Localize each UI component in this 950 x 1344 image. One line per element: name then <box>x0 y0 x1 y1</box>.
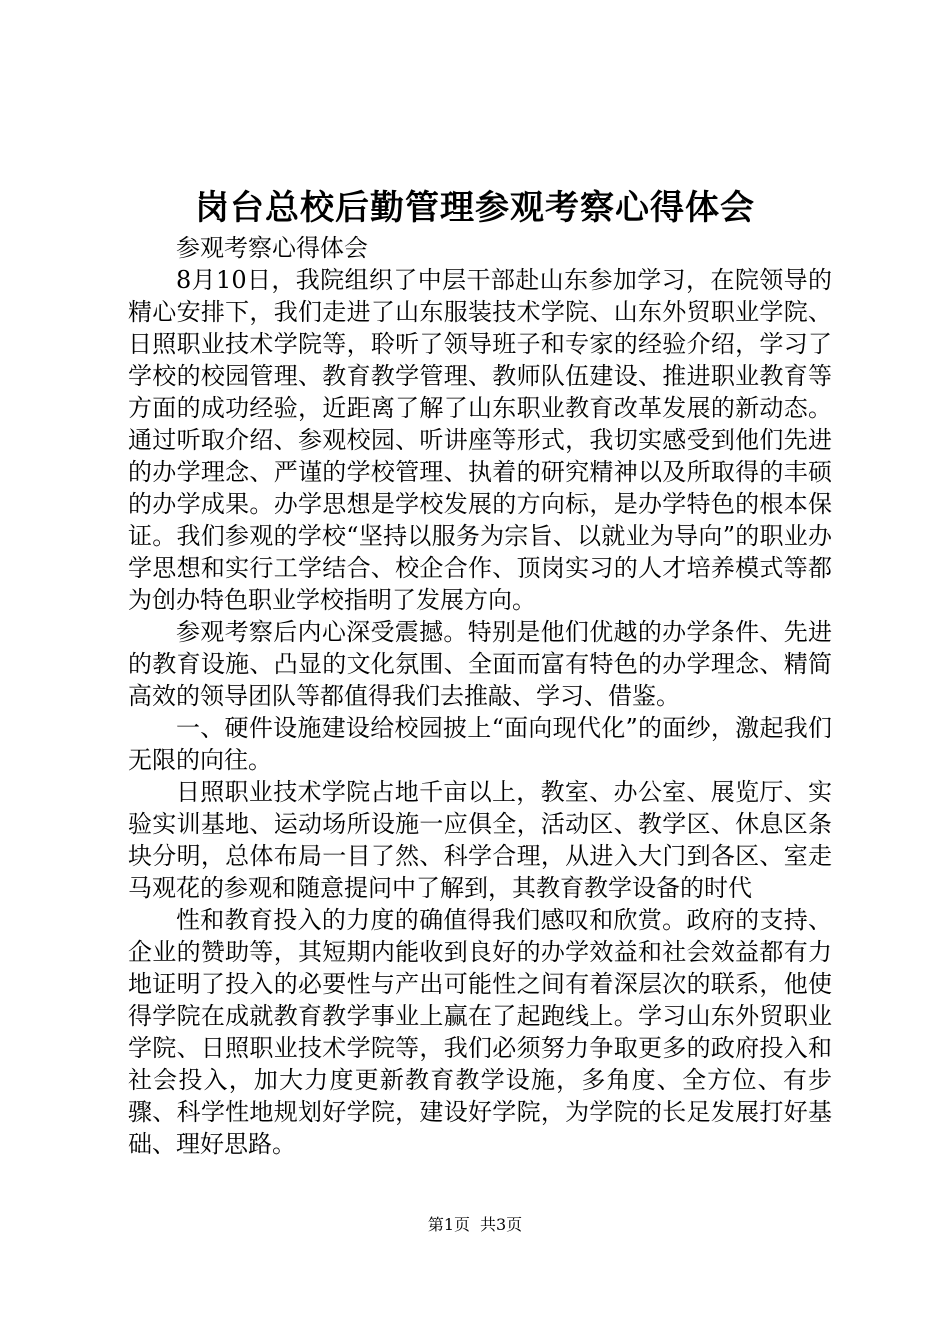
document-body <box>128 232 832 1160</box>
document-title: 岗台总校后勤管理参观考察心得体会 <box>195 188 755 228</box>
page-footer <box>0 1214 950 1236</box>
page-number: 第1页 <box>427 1215 470 1234</box>
paragraph-5: 性和教育投入的力度的确值得我们感叹和欣赏。政府的支持、企业的赞助等，其短期内能收到良好的办学效益和社会效益都有力地证明了投入的必要性与产出可能性之间有着深层次的联系，他使得学院在成就教育教学事业上赢在了起跑线上。学习山东外贸职业学院、日照职业技术学院等，我们必须努力争取更多的政府投入和社会投入，加大力度更新教育教学设施，多角度、全方位、有步骤、科学性地规划好学院，建设好学院，为学院的长足发展打好基础、理好思路。 <box>128 906 832 1158</box>
paragraph-4: 日照职业技术学院占地千亩以上，教室、办公室、展览厅、实验实训基地、运动场所设施一应俱全，活动区、教学区、休息区条块分明，总体布局一目了然、科学合理，从进入大门到各区、室走马观花的参观和随意提问中了解到，其教育教学设备的时代 <box>128 778 832 902</box>
paragraph-2: 参观考察后内心深受震撼。特别是他们优越的办学条件、先进的教育设施、凸显的文化氛围、全面而富有特色的办学理念、精简高效的领导团队等都值得我们去推敲、学习、借鉴。 <box>128 618 832 710</box>
paragraph-3: 一、硬件设施建设给校园披上“面向现代化”的面纱，激起我们无限的向往。 <box>128 714 832 774</box>
paragraph-1: 8月10日，我院组织了中层干部赴山东参加学习，在院领导的精心安排下，我们走进了山东服装技术学院、山东外贸职业学院、日照职业技术学院等，聆听了领导班子和专家的经验介绍，学习了学校的校园管理、教育教学管理、教师队伍建设、推进职业教育等方面的成功经验，近距离了解了山东职业教育改革发展的新动态。通过听取介绍、参观校园、听讲座等形式，我切实感受到他们先进的办学理念、严谨的学校管理、执着的研究精神以及所取得的丰硕的办学成果。办学思想是学校发展的方向标，是办学特色的根本保证。我们参观的学校“坚持以服务为宗旨、以就业为导向”的职业办学思想和实行工学结合、校企合作、顶岗实习的人才培养模式等都为创办特色职业学校指明了发展方向。 <box>128 266 832 614</box>
paragraph-subtitle: 参观考察心得体会 <box>176 234 368 262</box>
page-total: 共3页 <box>480 1215 523 1234</box>
